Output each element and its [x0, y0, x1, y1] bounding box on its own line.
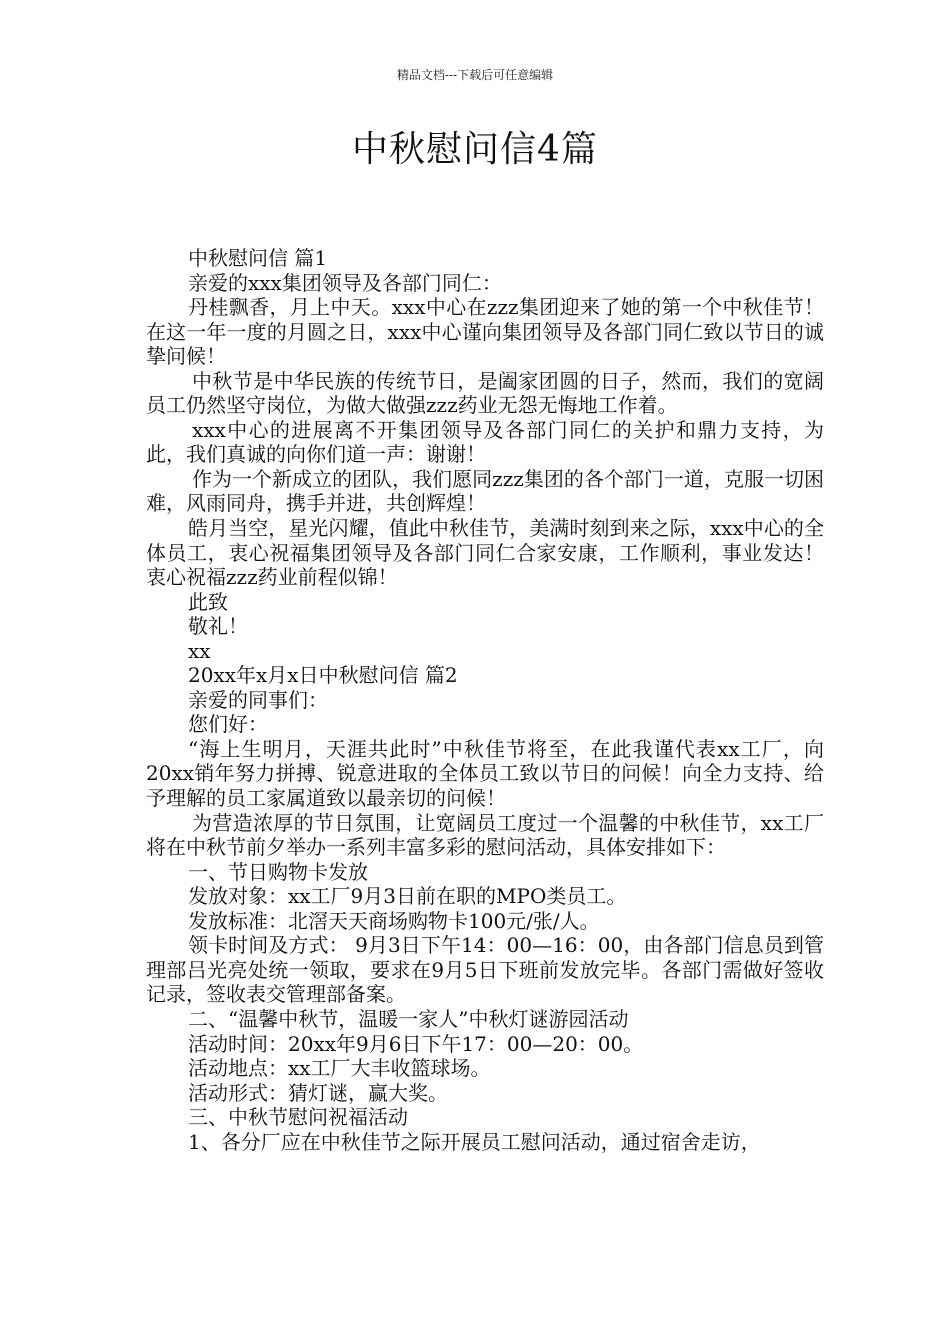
paragraph: 二、“温馨中秋节，温暖一家人”中秋灯谜游园活动 [188, 1006, 629, 1031]
paragraph: 您们好： [188, 712, 268, 737]
paragraph: 丹桂飘香，月上中天。xxx中心在zzz集团迎来了她的第一个中秋佳节！在这一年一度的月圆之日，xxx中心谨向集团领导及各部门同仁致以节日的诚挚问候！ [146, 295, 824, 369]
paragraph: 20xx年x月x日中秋慰问信 篇2 [188, 663, 458, 688]
paragraph: xx [188, 638, 211, 663]
document-body [146, 246, 824, 1154]
paragraph: 中秋慰问信 篇1 [188, 246, 328, 270]
paragraph: “海上生明月，天涯共此时”中秋佳节将至，在此我谨代表xx工厂，向20xx销年努力拼搏、锐意进取的全体员工致以节日的问候！向全力支持、给予理解的员工家属道致以最亲切的问候！ [146, 736, 824, 811]
paragraph: 领卡时间及方式： 9月3日下午14：00—16：00，由各部门信息员到管理部吕光亮处统一领取，要求在9月5日下班前发放完毕。各部门需做好签收记录，签收表交管理部备案。 [146, 933, 824, 1007]
paragraph: 1、各分厂应在中秋佳节之际开展员工慰问活动，通过宿舍走访， [188, 1129, 761, 1154]
paragraph: 活动形式：猜灯谜，赢大奖。 [188, 1080, 448, 1105]
paragraph: 亲爱的同事们： [188, 687, 328, 712]
paragraph: 中秋节是中华民族的传统节日，是阖家团圆的日子，然而，我们的宽阔员工仍然坚守岗位，为做大做强zzz药业无怨无悔地工作着。 [146, 368, 824, 418]
paragraph: 皓月当空，星光闪耀，值此中秋佳节，美满时刻到来之际，xxx中心的全体员工，衷心祝福集团领导及各部门同仁合家安康，工作顺利，事业发达！衷心祝福zzz药业前程似锦！ [146, 516, 824, 590]
paragraph: 一、节日购物卡发放 [188, 859, 368, 884]
paragraph: 发放标准：北滘天天商场购物卡100元/张/人。 [188, 908, 600, 933]
paragraph: 为营造浓厚的节日氛围，让宽阔员工度过一个温馨的中秋佳节，xx工厂将在中秋节前夕举办一系列丰富多彩的慰问活动，具体安排如下： [146, 810, 824, 860]
document-title: 中秋慰问信4篇 [352, 129, 598, 170]
paragraph: 敬礼！ [188, 614, 248, 639]
paragraph: 三、中秋节慰问祝福活动 [188, 1105, 408, 1130]
paragraph: 亲爱的xxx集团领导及各部门同仁： [188, 270, 502, 295]
paragraph: xxx中心的进展离不开集团领导及各部门同仁的关护和鼎力支持，为此，我们真诚的向你们道一声：谢谢！ [146, 417, 824, 467]
paragraph: 此致 [188, 589, 228, 614]
paragraph: 活动时间：20xx年9月6日下午17：00—20：00。 [188, 1031, 644, 1056]
paragraph: 发放对象：xx工厂9月3日前在职的MPO类员工。 [188, 884, 627, 909]
header-note: 精品文档---下载后可任意编辑 [396, 68, 554, 82]
paragraph: 作为一个新成立的团队，我们愿同zzz集团的各个部门一道，克服一切困难，风雨同舟，携手并进，共创辉煌！ [146, 466, 824, 516]
paragraph: 活动地点：xx工厂大丰收篮球场。 [188, 1056, 491, 1081]
